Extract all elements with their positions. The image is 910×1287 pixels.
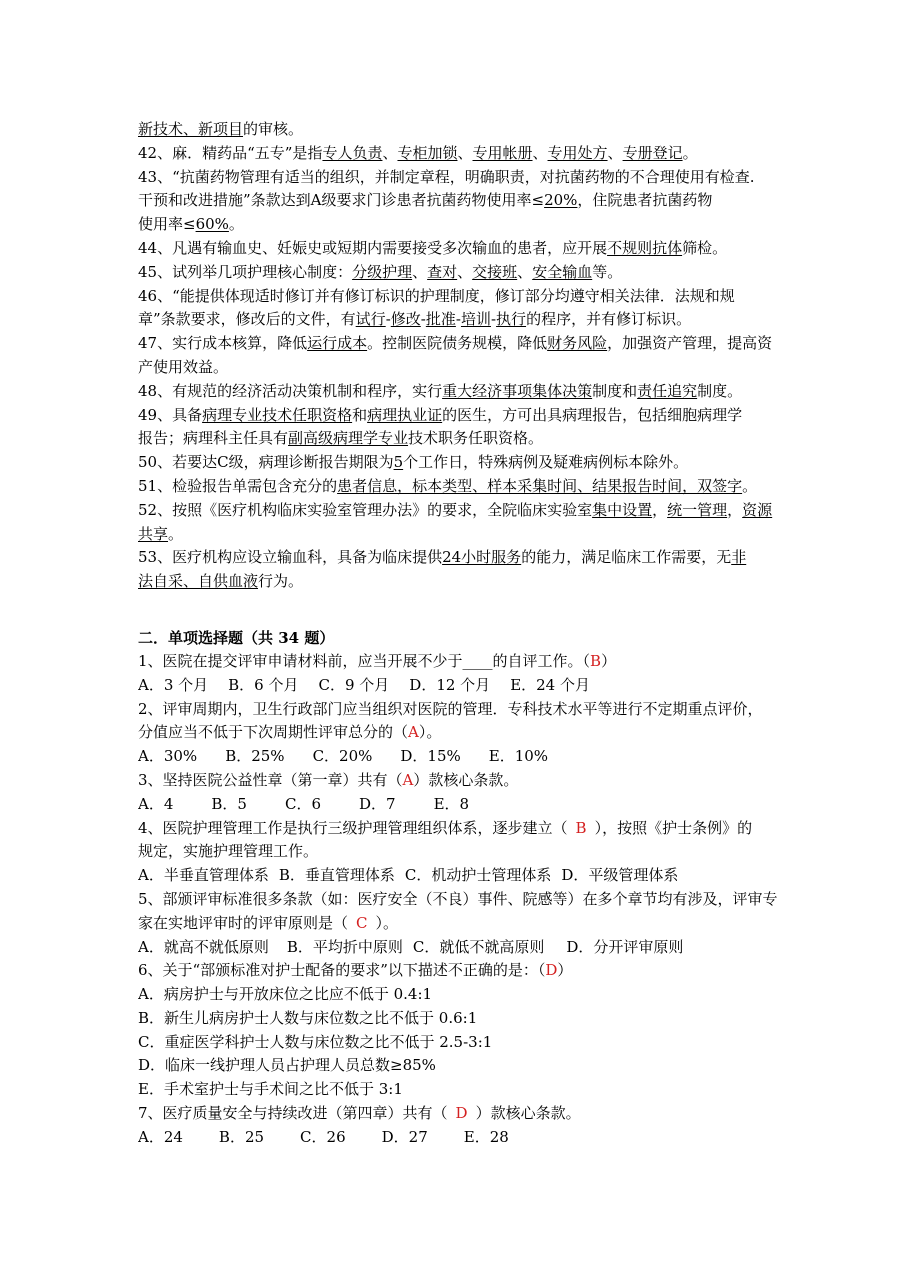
q41-tail: 新技术、新项目的审核。 [138,120,304,138]
q49-line2: 报告；病理科主任具有副高级病理学专业技术职务任职资格。 [138,429,544,448]
answer-q2: A [408,723,419,742]
q47-line1: 47、实行成本核算，降低运行成本。控制医院债务规模，降低财务风险，加强资产管理，提高资 [138,334,773,353]
answer-q5: C [356,913,368,932]
answer-q4: B [575,818,587,837]
section2-title: 二．单项选择题（共 34 题） [138,628,335,647]
q46-line1: 46、“能提供体现适时修订并有修订标识的护理制度，修订部分均遵守相关法律．法规和规 [138,286,735,305]
q53-line2: 法自采、自供血液行为。 [138,572,304,591]
mc-q4-options: A．半垂直管理体系 B．垂直管理体系 C．机动护士管理体系 D．平级管理体系 [138,866,679,885]
q52-line1: 52、按照《医疗机构临床实验室管理办法》的要求，全院临床实验室集中设置，统一管理，资源 [138,500,773,519]
mc-q5-line1: 5、部颁评审标准很多条款（如：医疗安全（不良）事件、院感等）在多个章节均有涉及，评审专 [138,889,778,908]
mc-q5-options: A．就高不就低原则 B．平均折中原则 C．就低不就高原则 D．分开评审原则 [138,937,684,956]
mc-q4-line2: 规定，实施护理管理工作。 [138,842,319,861]
answer-q7: D [455,1104,468,1123]
mc-q2-line1: 2、评审周期内，卫生行政部门应当组织对医院的管理．专科技术水平等进行不定期重点评价， [138,699,763,718]
q48: 48、有规范的经济活动决策机制和程序，实行重大经济事项集体决策制度和责任追究制度。 [138,381,743,400]
mc-q2-options: A．30% B．25% C．20% D．15% E．10% [138,747,549,766]
answer-q3: A [402,770,414,789]
mc-q5-line2: 家在实地评审时的评审原则是（ C ）。 [138,913,399,932]
mc-q1-options: A．3 个月 B．6 个月 C．9 个月 D．12 个月 E．24 个月 [138,675,590,694]
mc-q6-option-e: E．手术室护士与手术间之比不低于 3:1 [138,1080,403,1099]
q50: 50、若要达C级，病理诊断报告期限为5个工作日，特殊病例及疑难病例标本除外。 [138,453,689,472]
mc-q6-option-a: A．病房护士与开放床位之比应不低于 0.4:1 [138,985,433,1004]
q43-line1: 43、“抗菌药物管理有适当的组织，并制定章程，明确职责，对抗菌药物的不合理使用有检查. [138,167,755,186]
q43-line3: 使用率≤60%。 [138,215,244,234]
answer-q6: D [545,961,558,980]
mc-q7-options: A．24 B．25 C．26 D．27 E．28 [138,1127,509,1146]
mc-q4-line1: 4、医院护理管理工作是执行三级护理管理组织体系，逐步建立（ B ），按照《护士条例》的 [138,818,753,837]
mc-q6-option-b: B．新生儿病房护士人数与床位数之比不低于 0.6:1 [138,1008,478,1027]
q43-line2: 干预和改进措施”条款达到A级要求门诊患者抗菌药物使用率≤20%，住院患者抗菌药物 [138,191,713,210]
section-spacer [138,594,780,626]
q53-line1: 53、医疗机构应设立输血科，具备为临床提供24小时服务的能力，满足临床工作需要，无非 [138,548,747,567]
mc-q1: 1、医院在提交评审申请材料前，应当开展不少于____的自评工作。（B） [138,651,617,670]
q46-line2: 章”条款要求，修改后的文件，有试行-修改-批准-培训-执行的程序，并有修订标识。 [138,310,692,329]
q42: 42、麻．精药品“五专”是指专人负责、专柜加锁、专用帐册、专用处方、专册登记。 [138,143,698,162]
mc-q6-option-c: C．重症医学科护士人数与床位数之比不低于 2.5-3:1 [138,1032,493,1051]
q47-line2: 产使用效益。 [138,357,229,376]
mc-q6: 6、关于“部颁标准对护士配备的要求”以下描述不正确的是：（D） [138,961,573,980]
mc-q7: 7、医疗质量安全与持续改进（第四章）共有（ D ）款核心条款。 [138,1104,581,1123]
answer-q1: B [590,651,602,670]
mc-q3: 3、坚持医院公益性章（第一章）共有（A）款核心条款。 [138,770,519,789]
q49-line1: 49、具备病理专业技术任职资格和病理执业证的医生，方可出具病理报告，包括细胞病理学 [138,405,743,424]
q45: 45、试列举几项护理核心制度：分级护理、查对、交接班、安全输血等。 [138,262,623,281]
mc-q3-options: A．4 B．5 C．6 D．7 E．8 [138,794,470,813]
q44: 44、凡遇有输血史、妊娠史或短期内需要接受多次输血的患者，应开展不规则抗体筛检。 [138,238,728,257]
mc-q6-option-d: D．临床一线护理人员占护理人员总数≥85% [138,1056,436,1075]
q51: 51、检验报告单需包含充分的患者信息，标本类型、样本采集时间、结果报告时间，双签字。 [138,476,758,495]
mc-q2-line2: 分值应当不低于下次周期性评审总分的（A）。 [138,723,442,742]
q52-line2: 共享。 [138,524,184,543]
